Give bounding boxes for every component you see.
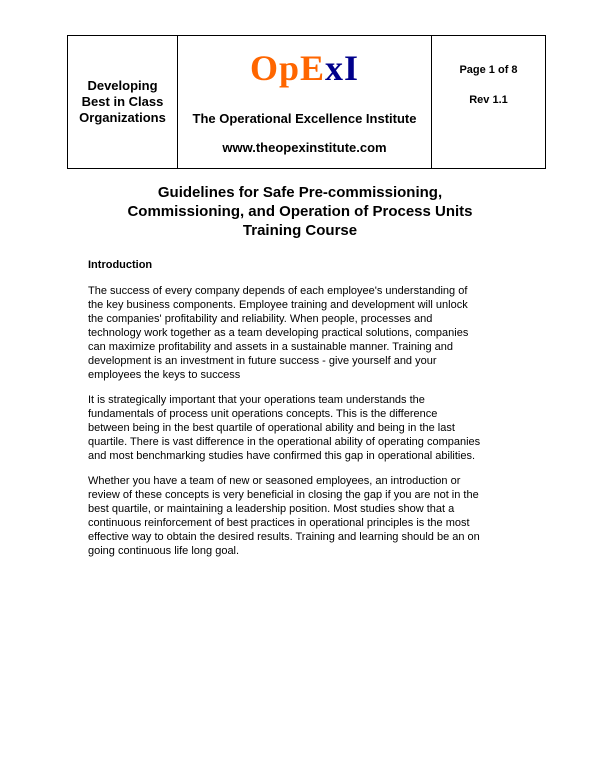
logo-e: E xyxy=(300,48,326,88)
org-cell xyxy=(178,36,432,168)
text-line: review of these concepts is very beneficial in closing the gap if you are not in the xyxy=(88,489,479,501)
text-line: and most benchmarking studies have confirmed this gap in operational abilities. xyxy=(88,450,476,462)
header-table xyxy=(67,35,546,169)
paragraph xyxy=(88,284,518,382)
logo-x: x xyxy=(325,48,345,88)
tagline xyxy=(79,78,166,126)
tagline-line: Organizations xyxy=(79,110,166,125)
text-line: The success of every company depends of each employee's understanding of xyxy=(88,285,468,297)
paragraph xyxy=(88,474,518,558)
document-title xyxy=(60,183,540,240)
text-line: can maximize profitability and assets in a sustainable manner. Training and xyxy=(88,341,454,353)
text-line: development is an investment in future success - give yourself and your xyxy=(88,355,437,367)
title-line: Commissioning, and Operation of Process Units xyxy=(127,203,473,220)
text-line: continuous reinforcement of best practices in operational principles is the most xyxy=(88,517,470,529)
text-line: the key business components. Employee training and development will unlock xyxy=(88,299,468,311)
text-line: technology work together as a team developing practical solutions, companies xyxy=(88,327,469,339)
opexi-logo xyxy=(178,48,431,88)
tagline-cell xyxy=(68,36,178,168)
page-number: Page 1 of 8 xyxy=(459,64,518,76)
title-line: Training Course xyxy=(242,222,358,239)
text-line: fundamentals of process unit operations concepts. This is the difference xyxy=(88,408,438,420)
page-info-cell xyxy=(432,36,545,168)
text-line: It is strategically important that your operations team understands the xyxy=(88,394,425,406)
title-line: Guidelines for Safe Pre-commissioning, xyxy=(157,184,443,201)
text-line: employees the keys to success xyxy=(88,369,241,381)
section-heading: Introduction xyxy=(88,259,153,271)
org-url[interactable]: www.theopexinstitute.com xyxy=(222,140,387,155)
logo-i: I xyxy=(344,48,360,88)
paragraph xyxy=(88,393,518,463)
tagline-line: Best in Class xyxy=(81,94,164,109)
text-line: best quartile, or maintaining a leadership position. Most studies show that a xyxy=(88,503,455,515)
text-line: effective way to obtain the desired results. Training and learning should be an on xyxy=(88,531,480,543)
org-name: The Operational Excellence Institute xyxy=(192,111,417,126)
text-line: the companies' profitability and reliability. When people, processes and xyxy=(88,313,433,325)
text-line: going continuous life long goal. xyxy=(88,545,240,557)
revision: Rev 1.1 xyxy=(469,94,508,106)
logo-op: Op xyxy=(249,48,300,88)
tagline-line: Developing xyxy=(87,78,158,93)
text-line: quartile. There is vast difference in the operational ability of operating companies xyxy=(88,436,481,448)
text-line: between being in the best quartile of operational ability and being in the last xyxy=(88,422,455,434)
text-line: Whether you have a team of new or seasoned employees, an introduction or xyxy=(88,475,461,487)
